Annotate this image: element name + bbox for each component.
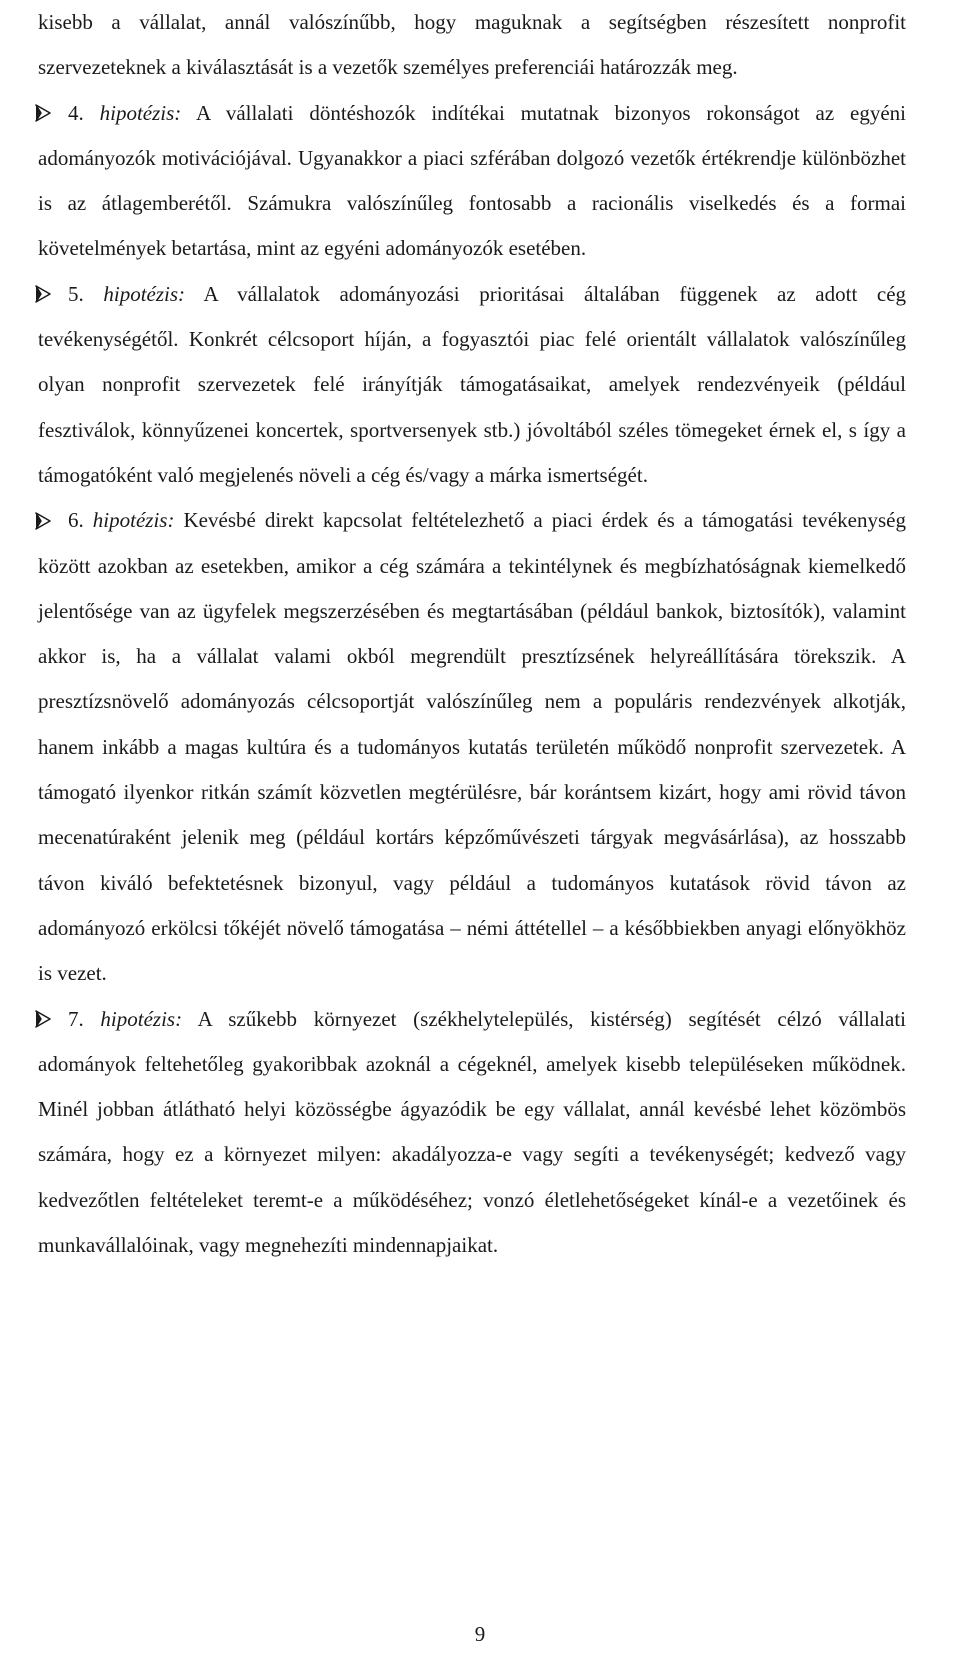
hypothesis-number: 7. <box>68 1006 84 1031</box>
hypothesis-paragraph <box>38 272 906 498</box>
hypothesis-text: Kevésbé direkt kapcsolat feltételezhető a piaci érdek és a támogatási tevékenység között azokban az esetekben, amikor a cég számára a tekintélynek és megbízhatóságnak kiemelkedő jelentősége van az ügyfelek megszerzésében és megtartásában (például bankok, biztosítók), valamint akkor is, ha a vállalat valami okból megrendült presztízsének helyreállítására törekszik. A presztízsnövelő adományozás célcsoportját valószínűleg nem a populáris rendezvények alkotják, hanem inkább a magas kultúra és a tudományos kutatás területén működő nonprofit szervezetek. A támogató ilyenkor ritkán számít közvetlen megtérülésre, bár korántsem kizárt, hogy ami rövid távon mecenatúraként jelenik meg (például kortárs képzőművészeti tárgyak megvásárlása), az hosszabb távon kiváló befektetésnek bizonyul, vagy például a tudományos kutatások rövid távon az adományozó erkölcsi tőkéjét növelő támogatása – némi áttétellel – a későbbiekben anyagi előnyökhöz is vezet. <box>38 508 906 986</box>
intro-paragraph: kisebb a vállalat, annál valószínűbb, hogy maguknak a segítségben részesített nonprofit szervezeteknek a kiválasztását is a vezetők személyes preferenciái határozzák meg. <box>38 10 906 80</box>
hypothesis-text: A vállalatok adományozási prioritásai általában függenek az adott cég tevékenységétől. Konkrét célcsoport híján, a fogyasztói piac felé orientált vállalatok valószínűleg olyan nonprofit szervezetek felé irányítják támogatásaikat, amelyek rendezvényeik (például fesztiválok, könnyűzenei koncertek, sportversenyek stb.) jóvoltából széles tömegeket érnek el, s így a támogatóként való megjelenés növeli a cég és/vagy a márka ismertségét. <box>38 281 907 487</box>
arrowhead-bullet-icon <box>34 997 62 1042</box>
hypothesis-label: hipotézis: <box>100 1006 183 1031</box>
hypothesis-paragraph <box>38 498 906 996</box>
hypothesis-paragraph <box>38 997 906 1269</box>
hypothesis-number: 6. <box>68 508 84 533</box>
hypothesis-6 <box>38 498 906 996</box>
hypothesis-5 <box>38 272 906 498</box>
document-page <box>38 0 906 1268</box>
hypothesis-label: hipotézis: <box>103 281 186 306</box>
hypothesis-label: hipotézis: <box>99 100 182 125</box>
arrowhead-bullet-icon <box>34 91 62 136</box>
hypothesis-label: hipotézis: <box>92 508 175 533</box>
hypothesis-7 <box>38 997 906 1269</box>
hypothesis-number: 4. <box>68 100 84 125</box>
hypothesis-paragraph <box>38 91 906 272</box>
hypothesis-4 <box>38 91 906 272</box>
hypothesis-text: A szűkebb környezet (székhelytelepülés, kistérség) segítését célzó vállalati adományok feltehetőleg gyakoribbak azoknál a cégeknél, amelyek kisebb településeken működnek. Minél jobban átlátható helyi közösségbe ágyazódik be egy vállalat, annál kevésbé lehet közömbös számára, hogy ez a környezet milyen: akadályozza-e vagy segíti a tevékenységét; kedvező vagy kedvezőtlen feltételeket teremt-e a működéséhez; vonzó életlehetőségeket kínál-e a vezetőinek és munkavállalóinak, vagy megnehezíti mindennapjaikat. <box>38 1006 906 1258</box>
arrowhead-bullet-icon <box>34 498 62 543</box>
hypothesis-number: 5. <box>68 281 84 306</box>
page-number: 9 <box>474 1622 486 1646</box>
hypothesis-text: A vállalati döntéshozók indítékai mutatnak bizonyos rokonságot az egyéni adományozók motivációjával. Ugyanakkor a piaci szférában dolgozó vezetők értékrendje különbözhet is az átlagemberétől. Számukra valószínűleg fontosabb a racionális viselkedés és a formai követelmények betartása, mint az egyéni adományozók esetében. <box>38 100 907 261</box>
arrowhead-bullet-icon <box>34 272 62 317</box>
